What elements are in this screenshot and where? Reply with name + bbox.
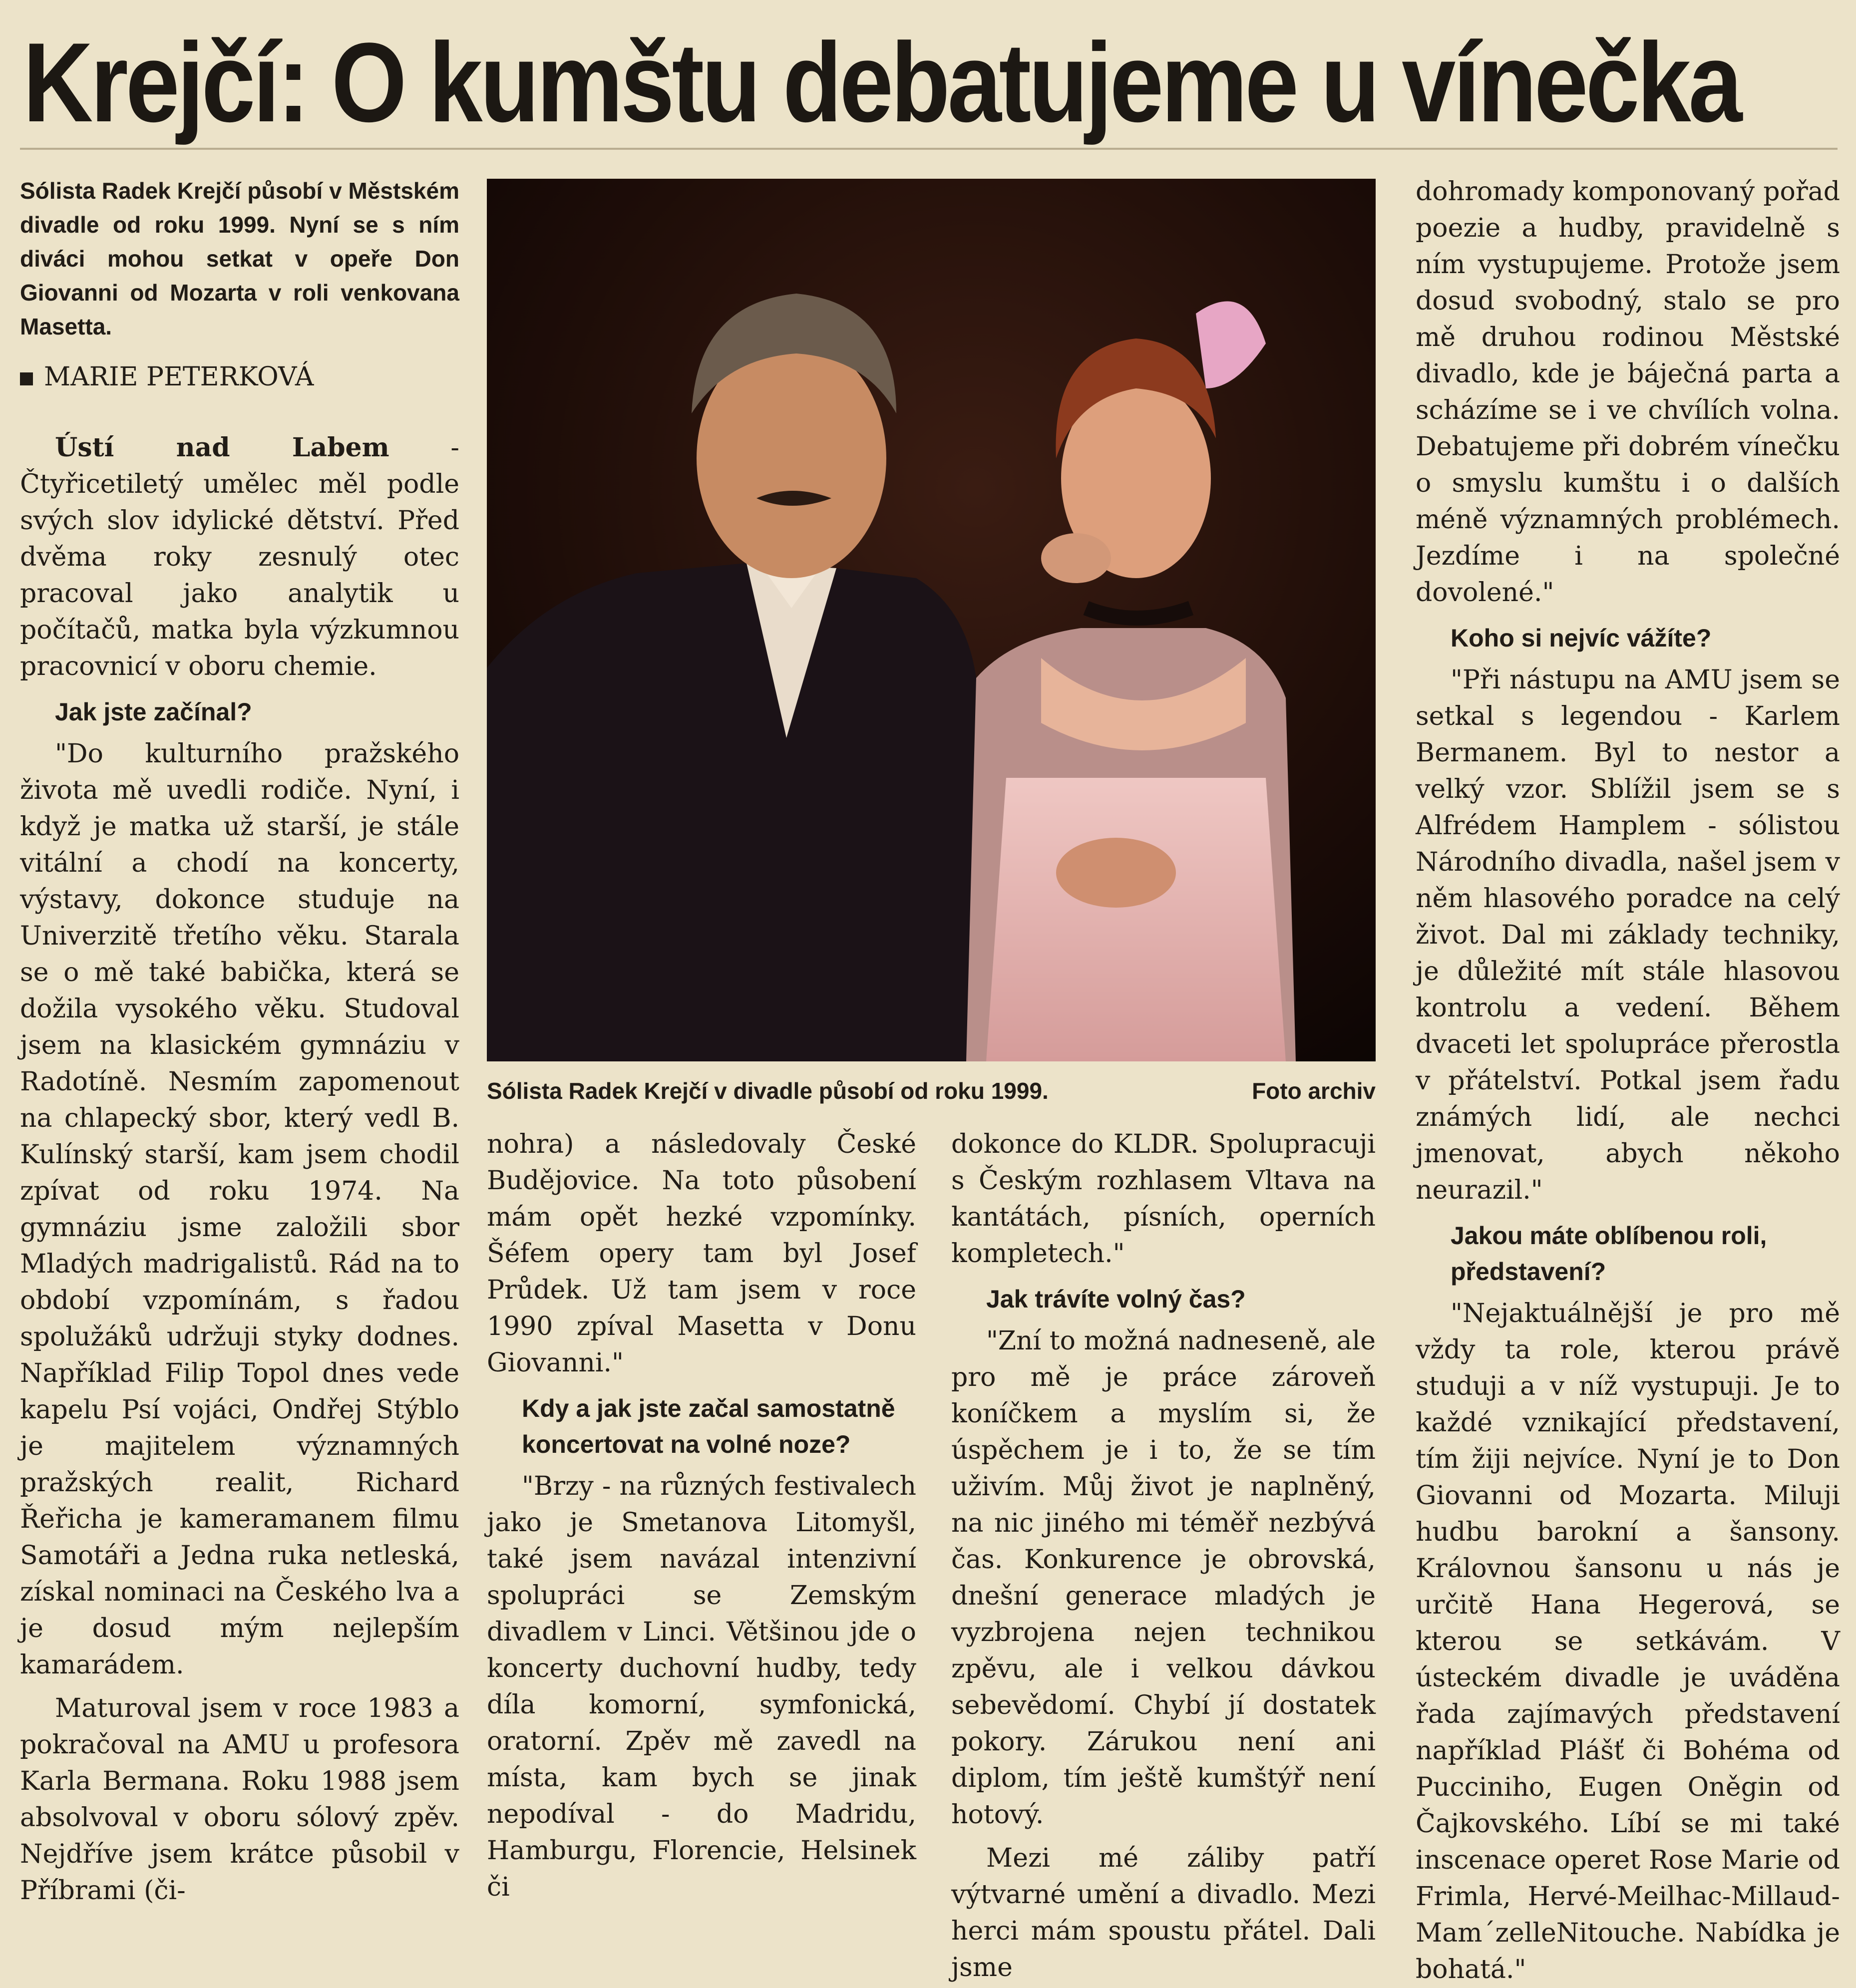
intro-paragraph: Ústí nad Labem - Čtyřicetiletý umělec měl podle svých slov idylické dětství. Před dvěma roky zesnulý otec pracoval jako analytik u počítačů, matka byla výzkumnou pracovnicí v oboru chemie. (20, 432, 459, 681)
opera-scene-image (487, 179, 1376, 1061)
perex: Sólista Radek Krejčí působí v Městském divadle od roku 1999. Nyní se s ním diváci mohou setkat v opeře Don Giovanni od Mozarta v roli venkovana Masetta. (20, 178, 459, 339)
column-1 (20, 429, 459, 1906)
caption-text: Sólista Radek Krejčí v divadle působí od roku 1999. (487, 1078, 1049, 1104)
dateline: Ústí nad Labem (55, 432, 389, 463)
question-3: Jak trávíte volný čas? (986, 1285, 1246, 1313)
headline-rule (20, 148, 1838, 150)
intro-text: Čtyřicetiletý umělec měl podle svých slov idylické dětství. Před dvěma roky zesnulý otec pracoval jako analytik u počítačů, matka byla výzkumnou pracovnicí v oboru chemie. (20, 469, 459, 681)
answer-1b-part-2: nohra) a následovaly České Budějovice. Na toto působení mám opět hezké vzpomínky. Šéfem opery tam byl Josef Průdek. Už tam jsem v roce 1990 zpíval Masetta v Donu Giovanni." (487, 1129, 916, 1378)
question-2: Kdy a jak jste začal samostatně koncertovat na volné noze? (522, 1394, 895, 1458)
question-4: Koho si nejvíc vážíte? (1451, 624, 1712, 652)
headline: Krejčí: O kumštu debatujeme u vínečka (23, 19, 1740, 145)
column-3 (951, 1126, 1376, 1983)
answer-3b-part-1: Mezi mé záliby patří výtvarné umění a divadlo. Mezi herci mám spoustu přátel. Dali jsme (951, 1843, 1376, 1983)
article-photo (487, 179, 1376, 1061)
answer-1b-part-1: Maturoval jsem v roce 1983 a pokračoval na AMU u profesora Karla Bermana. Roku 1988 jsem absolvoval v oboru sólový zpěv. Nejdříve jsem krátce působil v Příbrami (či- (20, 1693, 459, 1906)
question-5: Jakou máte oblíbenou roli, představení? (1451, 1222, 1767, 1286)
answer-5: "Nejaktuálnější je pro mě vždy ta role, kterou právě studuji a v níž vystupuji. Je to každé vznikající představení, tím žiji nejvíce. Nyní je to Don Giovanni od Mozarta. Miluji hudbu barokní a šansony. Královnou šansonu u nás je určitě Hana Hegerová, se kterou se setkávám. V ústeckém divadle je uváděna řada zajímavých představení například Plášť či Bohéma od Pucciniho, Eugen Oněgin od Čajkovského. Líbí se mi také inscenace operet Rose Marie od Frimla, Hervé-Meilhac-Millaud-Mam´zelleNitouche. Nabídka je bohatá." (1416, 1299, 1840, 1985)
column-4 (1416, 174, 1840, 1985)
byline (20, 359, 459, 394)
answer-1: "Do kulturního pražského života mě uvedli rodiče. Nyní, i když je matka už starší, je stále vitální a chodí na koncerty, výstavy, dokonce studuje na Univerzitě třetího věku. Starala se o mě také babička, která se dožila vysokého věku. Studoval jsem na klasickém gymnáziu v Radotíně. Nesmím zapomenout na chlapecký sbor, který vedl B. Kulínský starší, kam jsem chodil zpívat od roku 1974. Na gymnáziu jsme založili sbor Mladých madrigalistů. Rád na to období vzpomínám, s řadou spolužáků udržuji styky dodnes. Například Filip Topol dnes vede kapelu Psí vojáci, Ondřej Stýblo je majitelem významných pražských realit, Richard Řeřicha je kameramanem filmu Samotáři a Jedna ruka netleská, získal nominaci na Českého lva a je dosud mým nejlepším kamarádem. (20, 739, 459, 1680)
byline-square-icon (20, 372, 33, 385)
answer-3b-part-2: dohromady komponovaný pořad poezie a hudby, pravidelně s ním vystupujeme. Protože jsem dosud svobodný, stalo se pro mě druhou rodinou Městské divadlo, kde je báječná parta a scházíme se i ve chvílích volna. Debatujeme při dobrém vínečku o smyslu kumštu i o dalších méně významných problémech. Jezdíme i na společné dovolené." (1416, 177, 1840, 608)
answer-2-part-1: "Brzy - na různých festivalech jako je Smetanova Litomyšl, také jsem navázal intenzivní spolupráci se Zemským divadlem v Linci. Většinou jde o koncerty duchovní hudby, tedy díla komorní, symfonická, oratorní. Zpěv mě zavedl na místa, kam bych se jinak nepodíval - do Madridu, Hamburgu, Florencie, Helsinek či (487, 1471, 916, 1902)
column-2 (487, 1126, 916, 1905)
answer-3: "Zní to možná nadneseně, ale pro mě je práce zároveň koníčkem a myslím si, že úspěchem je i to, že se tím uživím. Můj život je naplněný, na nic jiného mi téměř nezbývá čas. Konkurence je obrovská, dnešní generace mladých je vyzbrojena nejen technikou zpěvu, ale i velkou dávkou sebevědomí. Chybí jí dostatek pokory. Zárukou není ani diplom, tím ještě kumštýř není hotový. (951, 1326, 1376, 1830)
answer-2-part-2: dokonce do KLDR. Spolupracuji s Českým rozhlasem Vltava na kantátách, písních, operních kompletech." (951, 1129, 1376, 1269)
photo-credit: Foto archiv (1252, 1078, 1376, 1104)
question-1: Jak jste začínal? (55, 698, 252, 726)
answer-4: "Při nástupu na AMU jsem se setkal s legendou - Karlem Bermanem. Byl to nestor a velký vzor. Sblížil jsem se s Alfrédem Hamplem - sólistou Národního divadla, našel jsem v něm hlasového poradce na celý život. Dal mi základy techniky, je důležité mít stále hlasovou kontrolu a vedení. Během dvaceti let spolupráce přerostla v přátelství. Potkal jsem řadu známých lidí, ale nechci jmenovat, abych někoho neurazil." (1416, 665, 1840, 1205)
author-name: MARIE PETERKOVÁ (44, 362, 314, 392)
photo-caption (487, 1073, 1376, 1108)
